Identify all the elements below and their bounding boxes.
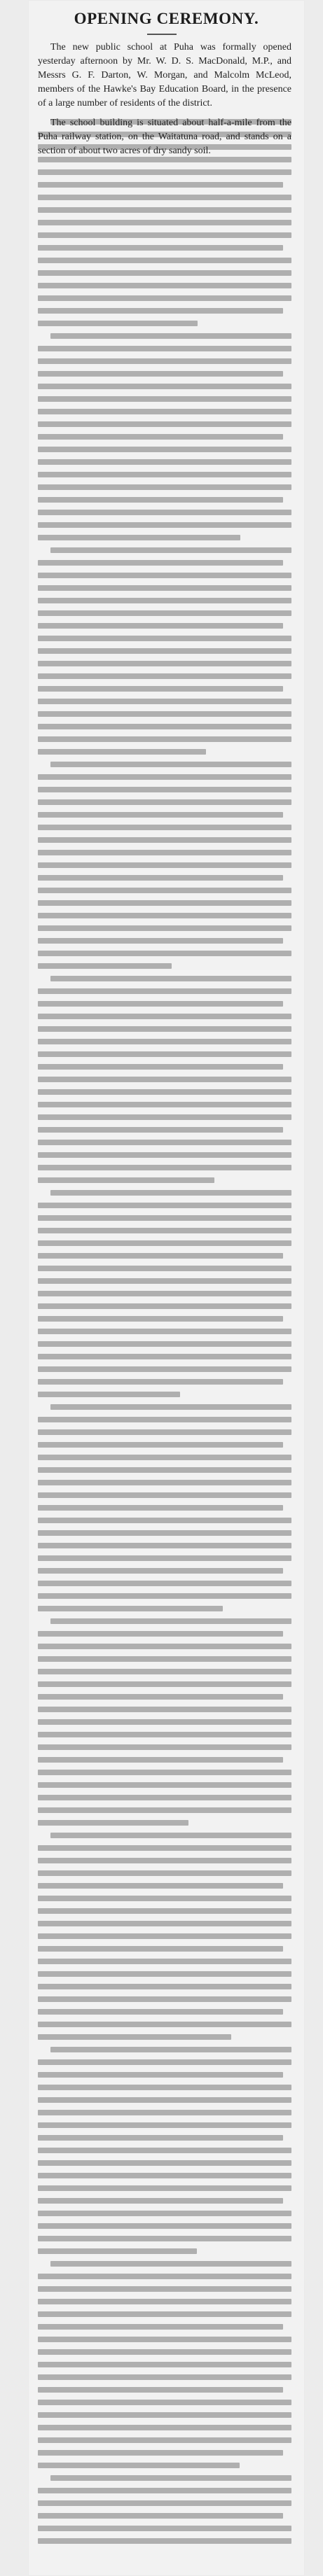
article-body-line [38, 2387, 283, 2393]
article-body-line [38, 888, 291, 893]
article-body-line [38, 2185, 291, 2191]
article-body-line [38, 1971, 291, 1977]
article-body-line [38, 1303, 291, 1309]
article-body-line [38, 207, 291, 213]
article-body-line [38, 2425, 291, 2430]
article-body-line [38, 1996, 291, 2002]
article-body-line [38, 2173, 291, 2178]
article-body-line [50, 976, 291, 981]
article-body-line [38, 1064, 283, 1070]
article-body-line [38, 2437, 291, 2443]
article-body-line [38, 1140, 291, 1145]
article-body-line [50, 2475, 291, 2481]
article-body-line [38, 2286, 291, 2292]
article-body-line [38, 573, 291, 578]
article-body-line [38, 1694, 283, 1700]
article-body-lines [38, 119, 291, 2562]
article-body-line [38, 2211, 291, 2216]
article-body-line [38, 1039, 291, 1044]
article-body-line [38, 1366, 291, 1372]
article-body-line [38, 1631, 283, 1637]
article-body-line [38, 308, 283, 314]
article-body-line [38, 2488, 291, 2493]
article-body-line [38, 1492, 291, 1498]
article-body-line [38, 2526, 291, 2531]
article-body-line [38, 144, 291, 150]
article-body-line [38, 1089, 291, 1095]
article-body-line [38, 1707, 291, 1712]
article-body-line [38, 1669, 291, 1674]
article-body-line [38, 724, 291, 729]
article-body-line [50, 333, 291, 339]
article-body-line [38, 2022, 291, 2027]
article-body-line [38, 1946, 283, 1952]
article-body-line [38, 1077, 291, 1082]
article-body-line [38, 1316, 283, 1322]
article-body-line [38, 295, 291, 301]
article-body-line [38, 825, 291, 830]
article-body-line [50, 1190, 291, 1196]
intro-paragraph-2: The school building is situated about half-a-mile from the Puha railway station, on the Waitatuna road, and stands on a section of about two acres of dry sandy soil. [38, 118, 291, 156]
article-body-line [38, 1719, 291, 1725]
article-body-line [38, 1215, 291, 1221]
article-body-line [38, 711, 291, 717]
article-body-line [38, 1278, 291, 1284]
article-body-line [38, 2110, 291, 2115]
article-body-line [38, 358, 291, 364]
article-body-line [38, 988, 291, 994]
article-body-line [38, 1606, 223, 1611]
article-body-line [38, 1807, 291, 1813]
article-body-line [38, 1152, 291, 1158]
article-body-line [38, 245, 283, 251]
article-body-line [38, 2223, 291, 2229]
article-body-line [38, 1795, 291, 1800]
article-body-line [38, 270, 291, 276]
article-body-line [38, 913, 291, 918]
article-body-line [38, 951, 291, 956]
article-body-line [38, 2337, 291, 2342]
article-body-line [38, 749, 206, 755]
article-body-line [38, 673, 291, 679]
article-body-line [38, 787, 291, 792]
article-body-line [38, 1908, 291, 1914]
article-body-line [38, 1417, 291, 1422]
article-body-line [38, 1681, 291, 1687]
article-body-line [38, 1102, 291, 1107]
article-body-line [38, 1127, 283, 1133]
article-body-line [38, 1518, 291, 1523]
article-body-line [38, 1026, 291, 1032]
article-body-line [38, 384, 291, 389]
article-body-line [38, 1429, 291, 1435]
article-body-line [38, 220, 291, 225]
article-body-line [38, 459, 291, 465]
article-body-line [38, 132, 291, 137]
article-body-line [38, 2198, 283, 2204]
article-body-line [38, 1770, 291, 1775]
article-body-line [38, 1933, 291, 1939]
article-body-line [38, 1240, 291, 1246]
article-body-line [38, 1329, 291, 1334]
article-body-line [38, 2463, 240, 2468]
article-body-line [38, 1883, 283, 1889]
article-body-line [38, 1203, 291, 1208]
article-body-line [50, 2047, 291, 2052]
article-body-line [38, 598, 291, 603]
article-body-line [38, 2349, 291, 2355]
article-body-line [38, 1870, 291, 1876]
article-body-line [50, 762, 291, 767]
article-body-line [38, 510, 291, 515]
article-body-line [38, 2513, 283, 2519]
article-body-line [38, 1543, 291, 1548]
article-header [28, 10, 305, 28]
article-body-line [50, 1404, 291, 1410]
article-body-line [38, 1732, 291, 1737]
article-body-line [38, 484, 291, 490]
article-body-line [38, 2160, 291, 2166]
article-body-line [38, 799, 291, 805]
article-body-line [38, 2412, 291, 2418]
article-body-line [38, 850, 291, 855]
article-body-line [38, 1014, 291, 1019]
article-body-line [50, 547, 291, 553]
article-body-line [38, 661, 291, 666]
article-body-line [38, 1555, 291, 1561]
article-body-line [38, 2324, 283, 2330]
article-body-line [50, 2261, 291, 2267]
article-body-line [38, 1845, 291, 1851]
article-body-line [38, 1165, 291, 1170]
article-body-line [38, 2135, 283, 2141]
article-body-line [38, 1379, 283, 1385]
article-body-line [38, 2500, 291, 2506]
article-body-line [38, 409, 291, 414]
newspaper-column [28, 0, 305, 2576]
article-body-line [38, 925, 291, 931]
article-body-line [38, 2311, 291, 2317]
article-body-line [38, 1266, 291, 1271]
article-body-line [38, 2374, 291, 2380]
article-body-line [38, 1177, 214, 1183]
article-body-line [38, 963, 172, 969]
article-body-line [38, 2450, 283, 2456]
article-body-line [38, 447, 291, 452]
article-body-line [38, 1984, 291, 1989]
article-body-line [38, 421, 291, 427]
article-body-line [38, 938, 283, 944]
article-body-line [38, 396, 291, 402]
article-body-line [38, 1442, 283, 1448]
article-body-line [38, 1505, 283, 1511]
article-body-line [38, 2248, 197, 2254]
article-body-line [38, 623, 283, 629]
article-body-line [38, 1467, 291, 1473]
article-body-line [38, 2059, 291, 2065]
article-body-line [50, 119, 291, 125]
intro-paragraph-1: The new public school at Puha was formally opened yesterday afternoon by Mr. W. D. S. MacDonald, M.P., and Messrs G. F. Darton, W. Morgan, and Malcolm McLeod, members of the Hawke's Bay Education Board, in the presence of a large number of residents of the district. [38, 42, 291, 108]
article-body-line [38, 900, 291, 906]
article-body-line [38, 2400, 291, 2405]
article-body-line [38, 535, 240, 540]
article-body-line [38, 497, 283, 503]
article-body-line [38, 1051, 291, 1057]
article-body-line [38, 837, 291, 843]
article-body-line [38, 2148, 291, 2153]
article-body-line [38, 736, 291, 742]
article-body-line [38, 258, 291, 263]
article-body-line [38, 1228, 291, 1233]
article-body-line [38, 2122, 291, 2128]
article-body-line [38, 1253, 283, 1259]
article-body-line [38, 636, 291, 641]
article-body-line [38, 1896, 291, 1901]
article-body-line [38, 1820, 188, 1826]
article-body-line [38, 812, 283, 818]
article-body-line [38, 1656, 291, 1662]
article-body-line [38, 371, 283, 377]
article-body-line [38, 1593, 291, 1599]
article-body-line [38, 648, 291, 654]
article-body-line [38, 472, 291, 477]
article-body-line [38, 1921, 291, 1926]
article-body-line [38, 1782, 291, 1788]
article-body-line [38, 2274, 291, 2279]
article-body-line [38, 862, 291, 868]
article-body-line [38, 434, 283, 440]
article-body-line [38, 1114, 291, 1120]
article-body-line [38, 1644, 291, 1649]
article-body-line [38, 774, 291, 780]
article-body-line [38, 1392, 180, 1397]
article-body-line [50, 1833, 291, 1838]
article-body-line [38, 169, 291, 175]
article-body-line [38, 1959, 291, 1964]
article-body-line [38, 283, 291, 288]
article-body-line [38, 321, 198, 326]
article-body-line [38, 182, 283, 188]
article-body-line [38, 2236, 291, 2241]
article-body-line [38, 2097, 291, 2103]
article-body-line [38, 157, 291, 162]
article-body-line [38, 1568, 283, 1574]
article-body-line [38, 1757, 283, 1763]
article-body-line [38, 2362, 291, 2367]
article-body-line [38, 2034, 231, 2040]
article-body-line [38, 1001, 283, 1007]
article-body-line [38, 2538, 291, 2544]
article-body-line [38, 1744, 291, 1750]
article-body-line [38, 686, 283, 692]
article-body-line [38, 1455, 291, 1460]
article-body-line [38, 1341, 291, 1347]
article-body-line [38, 2299, 291, 2304]
article-body-line [38, 699, 291, 704]
article-body-line [38, 2009, 283, 2015]
article-body-line [38, 560, 283, 566]
article-body-line [38, 195, 291, 200]
article-body-line [38, 1480, 291, 1485]
article-body-line [38, 2072, 283, 2078]
article-body-line [50, 1618, 291, 1624]
article-body-line [38, 875, 283, 881]
article-body-line [38, 522, 291, 528]
article-body-line [38, 1354, 291, 1359]
article-body-line [38, 2085, 291, 2090]
article-heading: OPENING CEREMONY. [74, 10, 259, 27]
article-body-line [38, 346, 291, 351]
article-body-line [38, 232, 291, 238]
article-body-line [38, 1291, 291, 1296]
article-body-line [38, 585, 291, 591]
article-body-line [38, 1581, 291, 1586]
heading-rule [147, 34, 177, 35]
article-body-line [38, 1858, 291, 1863]
article-body-line [38, 1530, 291, 1536]
article-body-line [38, 610, 291, 616]
